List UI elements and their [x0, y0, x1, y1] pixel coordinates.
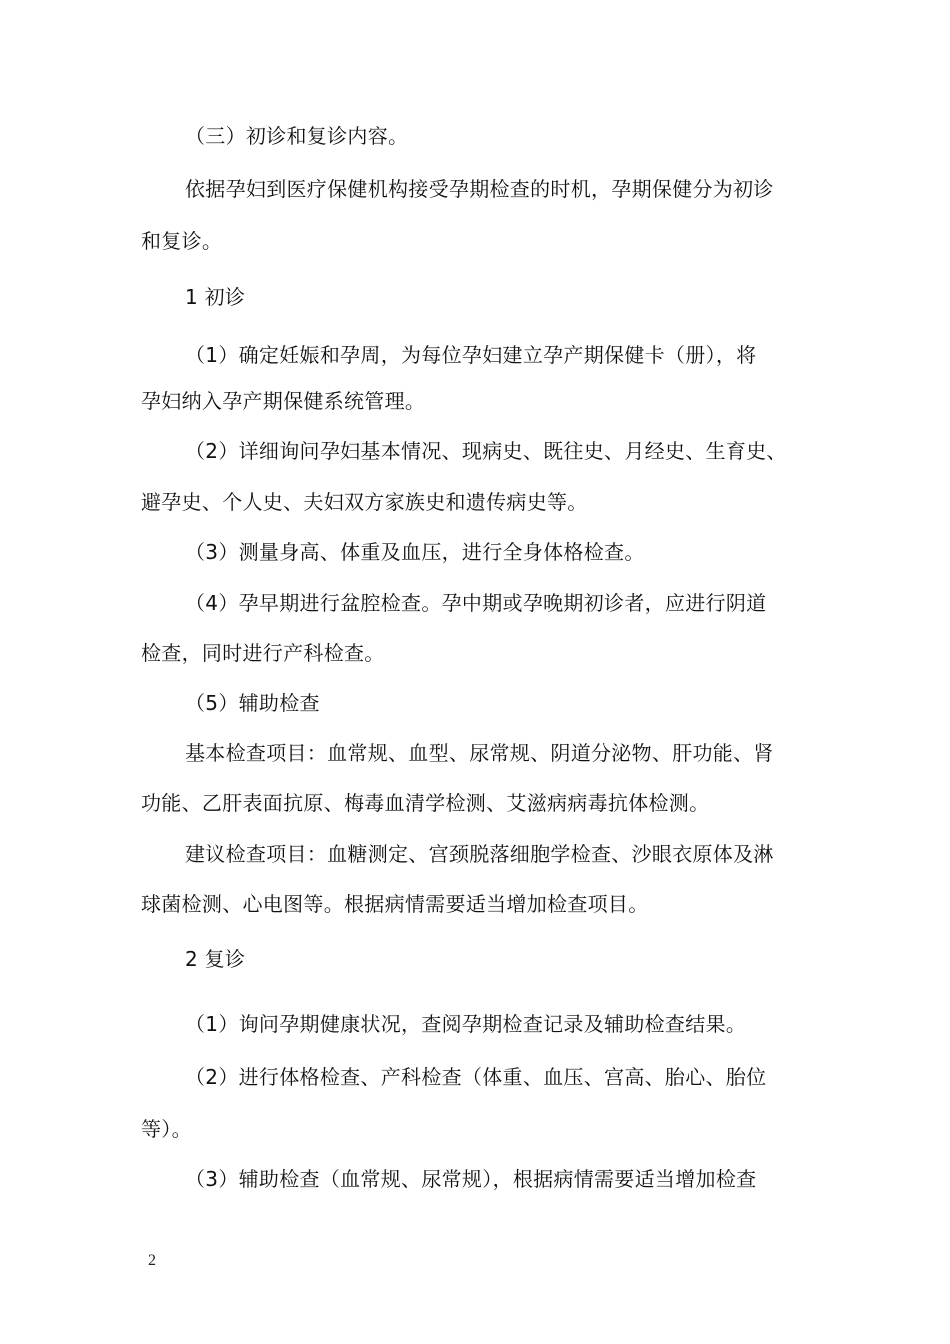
paragraph-line: （5）辅助检查 — [185, 691, 320, 715]
paragraph-line: 基本检查项目：血常规、血型、尿常规、阴道分泌物、肝功能、肾 — [185, 741, 774, 765]
paragraph-line: 等）。 — [141, 1117, 192, 1141]
paragraph-line: （3）测量身高、体重及血压，进行全身体格检查。 — [185, 540, 645, 564]
section-heading: （三）初诊和复诊内容。 — [185, 124, 409, 148]
paragraph-line: 建议检查项目：血糖测定、宫颈脱落细胞学检查、沙眼衣原体及淋 — [185, 842, 774, 866]
subsection-heading: 2 复诊 — [185, 947, 246, 971]
paragraph-line: 功能、乙肝表面抗原、梅毒血清学检测、艾滋病病毒抗体检测。 — [141, 791, 710, 815]
paragraph-line: （2）详细询问孕妇基本情况、现病史、既往史、月经史、生育史、 — [185, 439, 787, 463]
page-number: 2 — [148, 1252, 156, 1269]
paragraph-line: 和复诊。 — [141, 229, 223, 253]
paragraph-line: 孕妇纳入孕产期保健系统管理。 — [141, 389, 426, 413]
paragraph-line: （3）辅助检查（血常规、尿常规），根据病情需要适当增加检查 — [185, 1167, 757, 1191]
paragraph-line: （2）进行体格检查、产科检查（体重、血压、宫高、胎心、胎位 — [185, 1065, 767, 1089]
subsection-heading: 1 初诊 — [185, 285, 246, 309]
paragraph-line: （1）询问孕期健康状况，查阅孕期检查记录及辅助检查结果。 — [185, 1012, 747, 1036]
paragraph-line: 检查，同时进行产科检查。 — [141, 641, 385, 665]
paragraph-line: 球菌检测、心电图等。根据病情需要适当增加检查项目。 — [141, 892, 649, 916]
paragraph-line: （4）孕早期进行盆腔检查。孕中期或孕晚期初诊者，应进行阴道 — [185, 591, 767, 615]
paragraph-line: 避孕史、个人史、夫妇双方家族史和遗传病史等。 — [141, 490, 588, 514]
paragraph-line: 依据孕妇到医疗保健机构接受孕期检查的时机，孕期保健分为初诊 — [185, 177, 774, 201]
paragraph-line: （1）确定妊娠和孕周，为每位孕妇建立孕产期保健卡（册），将 — [185, 343, 757, 367]
